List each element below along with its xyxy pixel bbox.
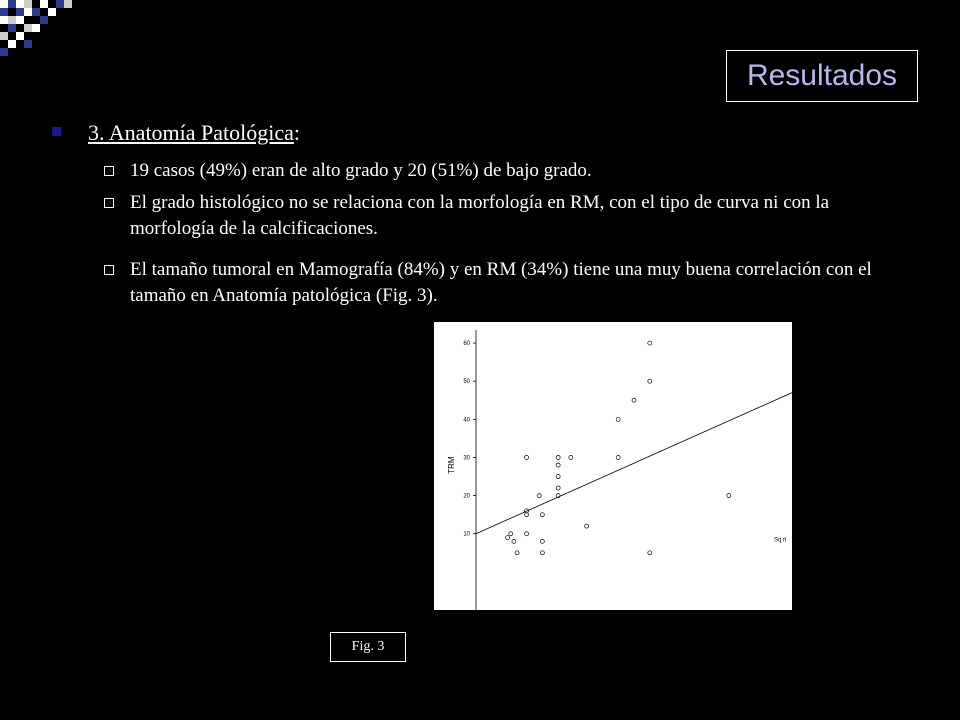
- data-point: [616, 417, 620, 421]
- regression-line: [476, 393, 792, 534]
- data-point: [509, 532, 513, 536]
- heading-text: 3. Anatomía Patológica: [88, 120, 294, 145]
- data-point: [537, 494, 541, 498]
- heading-colon: :: [293, 120, 301, 145]
- data-point: [540, 551, 544, 555]
- y-axis-label: TRM: [447, 456, 456, 474]
- data-point: [556, 455, 560, 459]
- hollow-square-bullet-icon: [104, 166, 114, 176]
- data-point: [525, 532, 529, 536]
- data-point: [556, 486, 560, 490]
- data-point: [540, 513, 544, 517]
- legend-label: Sq rl: [774, 537, 787, 544]
- hollow-square-bullet-icon: [104, 265, 114, 275]
- result-item-histologic-grade: El grado histológico no se relaciona con la morfología en RM, con el tipo de curva ni con la morfología de la calcificaciones.: [130, 192, 830, 239]
- scatter-plot: [434, 322, 792, 610]
- data-point: [569, 455, 573, 459]
- data-point: [525, 513, 529, 517]
- y-tick-label: 50: [463, 379, 470, 386]
- result-item-tumor-size: El tamaño tumoral en Mamografía (84%) y en RM (34%) tiene una muy buena correlación con el tamaño en Anatomía patológica (Fig. 3).: [130, 259, 872, 306]
- data-point: [512, 539, 516, 543]
- figure-caption: Fig. 3: [330, 632, 406, 662]
- slide-title: Resultados: [726, 50, 918, 102]
- data-point: [515, 551, 519, 555]
- data-point: [648, 341, 652, 345]
- data-point: [648, 379, 652, 383]
- data-point: [648, 551, 652, 555]
- data-point: [727, 494, 731, 498]
- data-point: [556, 475, 560, 479]
- y-tick-label: 20: [463, 493, 470, 500]
- y-tick-label: 10: [463, 531, 470, 538]
- y-tick-label: 30: [463, 455, 470, 462]
- hollow-square-bullet-icon: [104, 198, 114, 208]
- data-point: [540, 539, 544, 543]
- y-tick-label: 60: [463, 341, 470, 348]
- result-item-grade-counts: 19 casos (49%) eran de alto grado y 20 (51%) de bajo grado.: [130, 160, 592, 181]
- data-point: [585, 524, 589, 528]
- square-bullet-icon: [52, 127, 61, 136]
- section-heading: [88, 120, 300, 146]
- y-tick-label: 40: [463, 417, 470, 424]
- decorative-corner: [0, 0, 80, 60]
- data-point: [556, 463, 560, 467]
- data-point: [506, 536, 510, 540]
- data-point: [525, 455, 529, 459]
- data-point: [632, 398, 636, 402]
- data-point: [616, 455, 620, 459]
- scatter-chart-svg: [434, 322, 792, 610]
